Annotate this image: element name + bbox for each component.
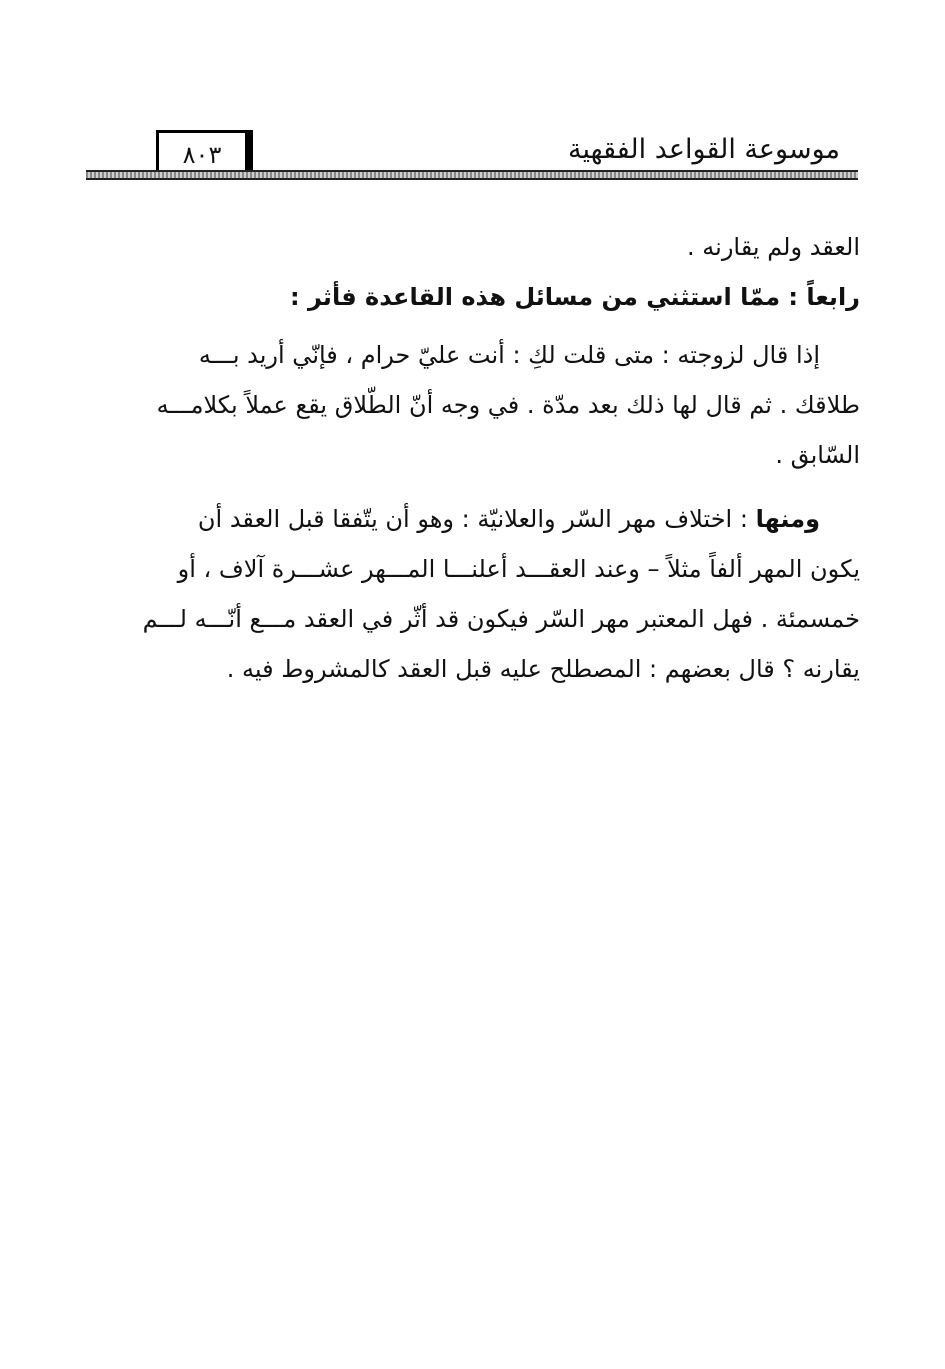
text-line: يكون المهر ألفاً مثلاً – وعند العقـــد أعلنـــا المـــهر عشـــرة آلاف ، أو <box>177 555 860 583</box>
paragraph-lead: ومنها <box>755 505 820 533</box>
header-rule <box>86 170 858 180</box>
text-line: خمسمئة . فهل المعتبر مهر السّر فيكون قد أثّر في العقد مـــع أنّـــه لـــم <box>142 605 860 633</box>
page-header <box>86 130 858 182</box>
book-title: موسوعة القواعد الفقهية <box>568 134 840 165</box>
text-line: : اختلاف مهر السّر والعلانيّة : وهو أن يتّفقا قبل العقد أن <box>197 505 756 533</box>
text-line: إذا قال لزوجته : متى قلت لكِ : أنت عليّ حرام ، فإنّي أريد بـــه <box>198 341 820 369</box>
page-body <box>92 222 860 694</box>
page-number: ٨٠٣ <box>156 130 253 175</box>
paragraph-lead-line <box>92 494 860 544</box>
text-line: العقد ولم يقارنه . <box>687 233 860 261</box>
section-heading: رابعاً : ممّا استثني من مسائل هذه القاعدة فأثر : <box>290 283 860 311</box>
text-line: طلاقك . ثم قال لها ذلك بعد مدّة . في وجه أنّ الطّلاق يقع عملاً بكلامـــه <box>156 391 860 419</box>
text-line: السّابق . <box>775 441 860 469</box>
text-line: يقارنه ؟ قال بعضهم : المصطلح عليه قبل العقد كالمشروط فيه . <box>226 655 860 683</box>
